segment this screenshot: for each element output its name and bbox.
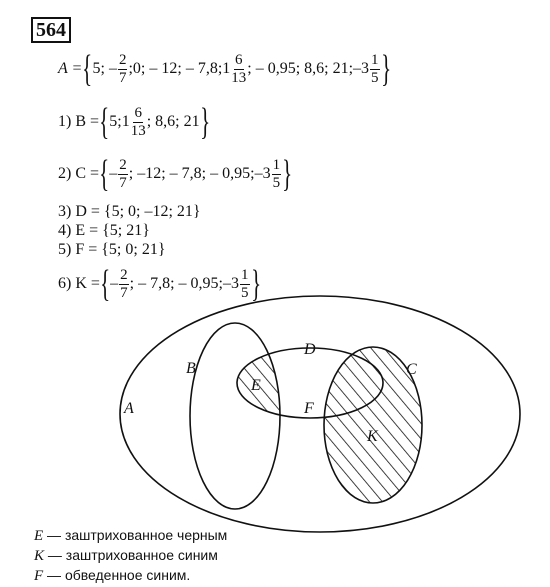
legend-symbol: E — [34, 528, 44, 544]
legend-row — [34, 527, 227, 545]
item-5-line: 5) F = {5; 0; 21} — [58, 241, 166, 258]
item-1-part2: ; 8,6; 21 — [146, 113, 200, 130]
label-d: D — [304, 341, 316, 358]
label-k: K — [367, 428, 378, 445]
item-2-part2: ; –12; – 7,8; – 0,95;–3 — [128, 165, 271, 182]
right-brace: } — [199, 101, 210, 143]
right-brace: } — [380, 48, 391, 90]
fraction: $\frac{2}{7}$ — [119, 156, 127, 191]
fraction: $\frac{1}{5}$ — [371, 51, 379, 86]
label-e: E — [251, 377, 261, 394]
set-a-part2: ;0; – 12; – 7,8;1 — [128, 60, 231, 77]
item-3-line: 3) D = {5; 0; –12; 21} — [58, 203, 201, 220]
fraction: $\frac{2}{7}$ — [120, 266, 128, 301]
label-a: A — [124, 400, 134, 417]
left-brace: { — [99, 101, 110, 143]
item-4-line: 4) E = {5; 21} — [58, 222, 150, 239]
item-6-part1: – — [110, 275, 119, 292]
item-2-lhs: 2) C = — [58, 165, 100, 182]
legend-text: — заштрихованное синим — [44, 547, 218, 563]
fraction: $\frac{6}{13}$ — [231, 51, 247, 86]
legend-text: — заштрихованное черным — [43, 527, 228, 543]
left-brace: { — [100, 263, 111, 305]
fraction: $\frac{1}{5}$ — [241, 266, 249, 301]
legend-row — [34, 547, 218, 565]
legend-symbol: K — [34, 548, 45, 564]
set-a-part3: ; – 0,95; 8,6; 21;–3 — [247, 60, 370, 77]
item-1-part1: 5;1 — [109, 113, 130, 130]
right-brace: } — [250, 263, 261, 305]
item-6-part2: ; – 7,8; – 0,95;–3 — [129, 275, 239, 292]
set-a-part1: 5; – — [92, 60, 117, 77]
fraction: $\frac{1}{5}$ — [272, 156, 281, 191]
problem-number: 564 — [31, 17, 71, 43]
label-c: C — [406, 361, 417, 378]
item-1-lhs: 1) B = — [58, 113, 100, 130]
set-b-ellipse — [190, 323, 280, 509]
legend-text: — обведенное синим. — [43, 567, 191, 583]
right-brace: } — [282, 153, 293, 195]
item-6-lhs: 6) K = — [58, 275, 100, 292]
left-brace: { — [99, 153, 110, 195]
label-f: F — [304, 400, 314, 417]
fraction: $\frac{6}{13}$ — [130, 104, 146, 139]
legend-symbol: F — [34, 568, 44, 584]
item-2-part1: – — [109, 165, 118, 182]
fraction: $\frac{2}{7}$ — [118, 51, 127, 86]
label-b: B — [186, 360, 196, 377]
set-a-lhs: A = — [58, 60, 83, 77]
legend-row — [34, 567, 190, 585]
set-a-ellipse — [120, 296, 520, 532]
left-brace: { — [82, 48, 93, 90]
